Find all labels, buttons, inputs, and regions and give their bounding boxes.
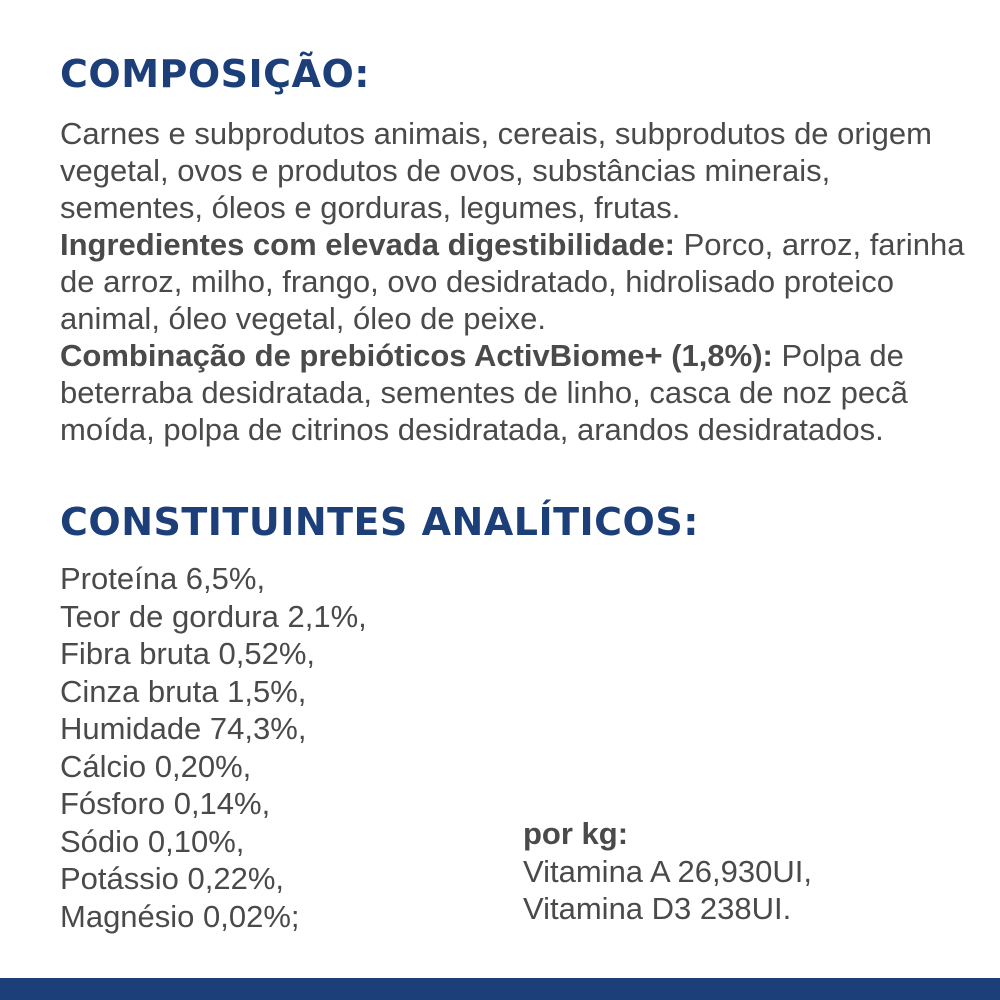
analytics-heading: CONSTITUINTES ANALÍTICOS:: [60, 500, 699, 544]
prebiotics-text: Polpa de beterraba desidratada, sementes de linho, casca de noz pecã moída, polpa de citrinos desidratada, arandos desidratados.: [60, 338, 908, 447]
nutrient-list: [60, 560, 367, 935]
nutrient-item: Proteína 6,5%,: [60, 561, 266, 596]
digestible-label: Ingredientes com elevada digestibilidade:: [60, 227, 676, 262]
composition-heading: COMPOSIÇÃO:: [60, 52, 370, 96]
bottom-bar: [0, 978, 1000, 1000]
prebiotics-label: Combinação de prebióticos ActivBiome+ (1,8%):: [60, 338, 773, 373]
nutrient-item: Sódio 0,10%,: [60, 823, 245, 859]
nutrient-item: Potássio 0,22%,: [60, 861, 285, 896]
per-kg-title: por kg:: [523, 816, 629, 851]
per-kg-block: [523, 815, 812, 928]
composition-text: [60, 115, 980, 448]
nutrient-item: Teor de gordura 2,1%,: [60, 598, 367, 634]
nutrient-item: Fósforo 0,14%,: [60, 786, 271, 821]
nutrient-item: Cinza bruta 1,5%,: [60, 673, 307, 709]
composition-intro: Carnes e subprodutos animais, cereais, subprodutos de origem vegetal, ovos e produtos de ovos, substâncias minerais, sementes, óleos e gorduras, legumes, frutas.: [60, 116, 932, 225]
digestible-paragraph: [60, 226, 980, 337]
nutrient-item: Fibra bruta 0,52%,: [60, 636, 316, 671]
nutrient-item: Cálcio 0,20%,: [60, 748, 252, 784]
nutrient-item: Magnésio 0,02%;: [60, 898, 300, 934]
vitamin-item: Vitamina A 26,930UI,: [523, 853, 812, 889]
nutrient-item: Humidade 74,3%,: [60, 711, 307, 746]
prebiotics-paragraph: [60, 337, 980, 448]
vitamin-item: Vitamina D3 238UI.: [523, 891, 792, 926]
digestible-text: Porco, arroz, farinha de arroz, milho, frango, ovo desidratado, hidrolisado proteico animal, óleo vegetal, óleo de peixe.: [60, 227, 965, 336]
